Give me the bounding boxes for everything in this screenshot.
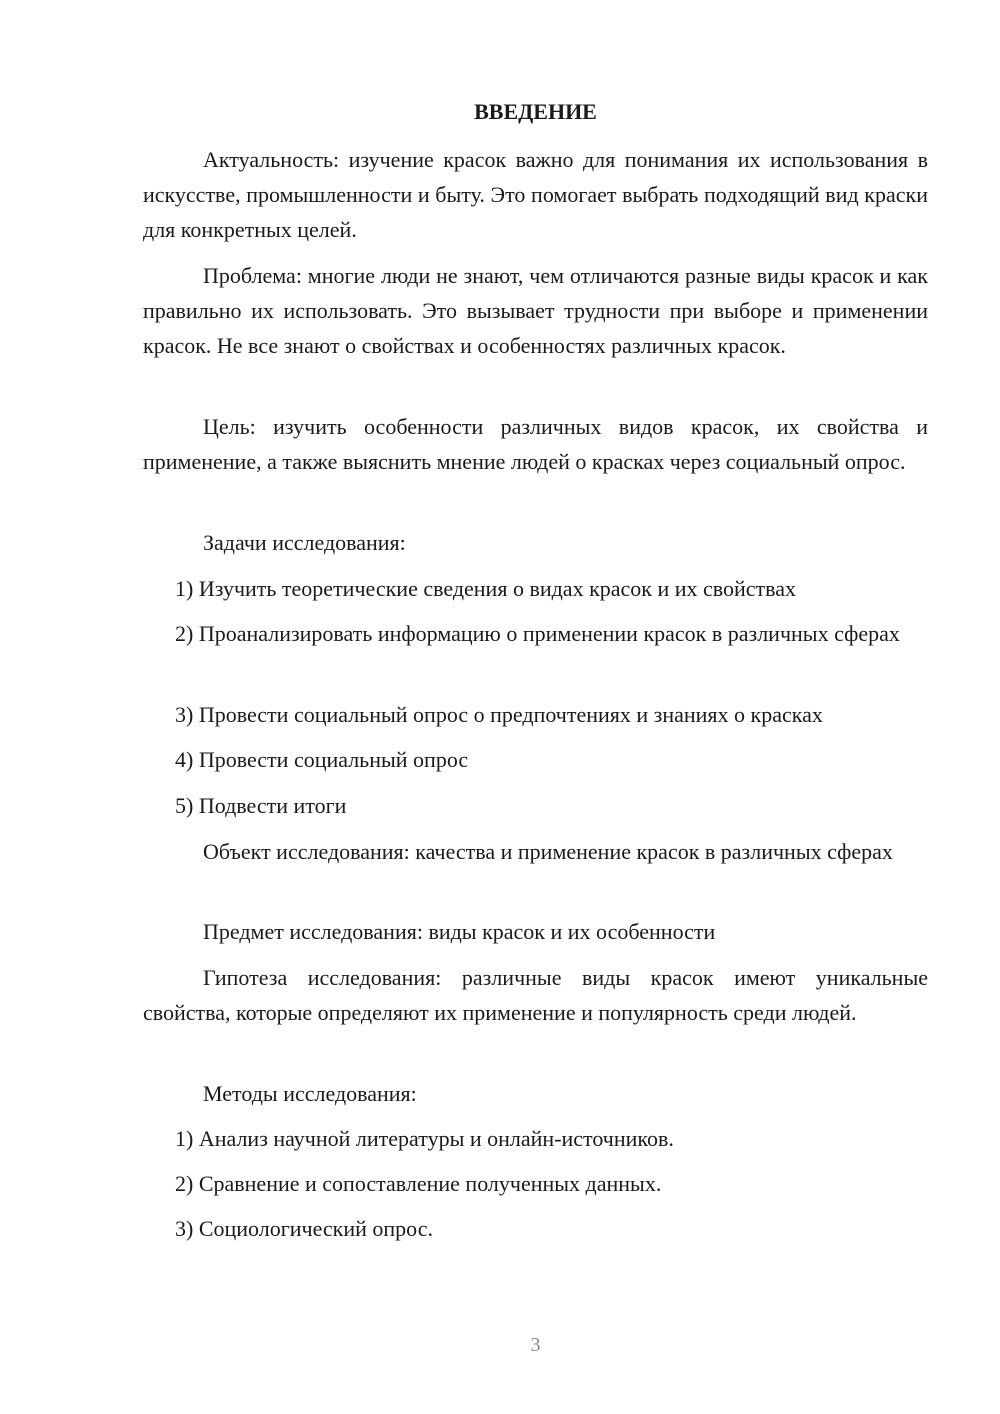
method-item: 2) Сравнение и сопоставление полученных данных. bbox=[175, 1171, 662, 1196]
tasks-heading: Задачи исследования: bbox=[203, 530, 406, 555]
goal-paragraph: Цель: изучить особенности различных видов красок, их свойства и применение, а также выяснить мнение людей о красках через социальный опрос. bbox=[143, 414, 928, 474]
task-item: 5) Подвести итоги bbox=[175, 793, 347, 818]
page-number: 3 bbox=[530, 1334, 541, 1356]
document-page bbox=[143, 0, 928, 1414]
task-item: 3) Провести социальный опрос о предпочтениях и знаниях о красках bbox=[175, 702, 823, 727]
object-paragraph: Объект исследования: качества и применение красок в различных сферах bbox=[203, 839, 893, 864]
method-item: 3) Социологический опрос. bbox=[175, 1216, 433, 1241]
task-item: 4) Провести социальный опрос bbox=[175, 747, 469, 772]
problem-paragraph: Проблема: многие люди не знают, чем отличаются разные виды красок и как правильно их использовать. Это вызывает трудности при выборе и применении красок. Не все знают о свойствах и особенностях различных красок. bbox=[143, 263, 928, 358]
subject-paragraph: Предмет исследования: виды красок и их особенности bbox=[203, 919, 716, 944]
hypothesis-paragraph: Гипотеза исследования: различные виды красок имеют уникальные свойства, которые определяют их применение и популярность среди людей. bbox=[143, 965, 928, 1025]
task-item: 2) Проанализировать информацию о применении красок в различных сферах bbox=[175, 621, 900, 646]
page-title: ВВЕДЕНИЕ bbox=[474, 99, 597, 124]
relevance-paragraph: Актуальность: изучение красок важно для понимания их использования в искусстве, промышленности и быту. Это помогает выбрать подходящий вид краски для конкретных целей. bbox=[143, 147, 928, 242]
task-item: 1) Изучить теоретические сведения о видах красок и их свойствах bbox=[175, 576, 797, 601]
methods-heading: Методы исследования: bbox=[203, 1081, 417, 1106]
method-item: 1) Анализ научной литературы и онлайн-источников. bbox=[175, 1126, 674, 1151]
